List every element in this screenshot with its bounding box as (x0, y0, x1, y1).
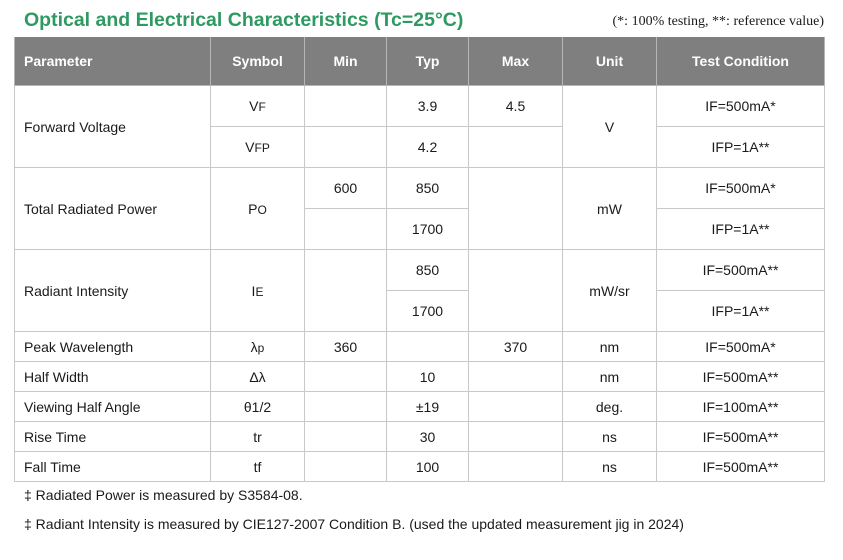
header-test-condition: Test Condition (657, 37, 825, 86)
table-row (15, 422, 825, 452)
table-row (15, 168, 825, 209)
peak-wavelength-typ (387, 332, 469, 362)
viewing-half-angle-typ: ±19 (387, 392, 469, 422)
radiant-intensity-unit: mW/sr (563, 250, 657, 332)
table-row (15, 250, 825, 291)
forward-voltage-unit: V (563, 86, 657, 168)
forward-voltage-min (305, 86, 387, 127)
symbol-main: V (245, 139, 255, 155)
rise-time-max (469, 422, 563, 452)
header-unit: Unit (563, 37, 657, 86)
half-width-max (469, 362, 563, 392)
rise-time-label: Rise Time (15, 422, 211, 452)
forward-voltage-typ-vfp: 4.2 (387, 127, 469, 168)
header-max: Max (469, 37, 563, 86)
total-radiated-power-typ: 850 (387, 168, 469, 209)
total-radiated-power-min-pulse (305, 209, 387, 250)
fall-time-label: Fall Time (15, 452, 211, 482)
half-width-condition: IF=500mA** (657, 362, 825, 392)
total-radiated-power-condition: IF=500mA* (657, 168, 825, 209)
total-radiated-power-label: Total Radiated Power (15, 168, 211, 250)
symbol-subscript: FP (254, 141, 270, 155)
peak-wavelength-unit: nm (563, 332, 657, 362)
table-row (15, 392, 825, 422)
radiant-intensity-condition-pulse: IFP=1A** (657, 291, 825, 332)
fall-time-min (305, 452, 387, 482)
title-row (24, 8, 824, 36)
half-width-label: Half Width (15, 362, 211, 392)
peak-wavelength-max: 370 (469, 332, 563, 362)
half-width-symbol: Δλ (211, 362, 305, 392)
rise-time-typ: 30 (387, 422, 469, 452)
header-min: Min (305, 37, 387, 86)
symbol-main: P (248, 200, 258, 217)
rise-time-condition: IF=500mA** (657, 422, 825, 452)
testing-legend-note: (*: 100% testing, **: reference value) (612, 14, 824, 29)
table-row (15, 86, 825, 127)
fall-time-max (469, 452, 563, 482)
forward-voltage-symbol-vf (211, 86, 305, 127)
peak-wavelength-condition: IF=500mA* (657, 332, 825, 362)
fall-time-condition: IF=500mA** (657, 452, 825, 482)
viewing-half-angle-symbol: θ1/2 (211, 392, 305, 422)
radiant-intensity-typ-pulse: 1700 (387, 291, 469, 332)
symbol-main: I (251, 282, 256, 299)
header-typ: Typ (387, 37, 469, 86)
total-radiated-power-typ-pulse: 1700 (387, 209, 469, 250)
peak-wavelength-symbol (211, 332, 305, 362)
peak-wavelength-label: Peak Wavelength (15, 332, 211, 362)
fall-time-symbol: tf (211, 452, 305, 482)
symbol-main: λ (250, 338, 258, 355)
radiant-intensity-min (305, 250, 387, 332)
rise-time-min (305, 422, 387, 452)
radiant-intensity-symbol (211, 250, 305, 332)
half-width-min (305, 362, 387, 392)
peak-wavelength-min: 360 (305, 332, 387, 362)
radiant-intensity-typ: 850 (387, 250, 469, 291)
table-row (15, 332, 825, 362)
forward-voltage-condition-vfp: IFP=1A** (657, 127, 825, 168)
total-radiated-power-symbol (211, 168, 305, 250)
viewing-half-angle-condition: IF=100mA** (657, 392, 825, 422)
total-radiated-power-unit: mW (563, 168, 657, 250)
rise-time-unit: ns (563, 422, 657, 452)
fall-time-typ: 100 (387, 452, 469, 482)
radiant-intensity-label: Radiant Intensity (15, 250, 211, 332)
radiant-intensity-max (469, 250, 563, 332)
table-row (15, 452, 825, 482)
forward-voltage-condition-vf: IF=500mA* (657, 86, 825, 127)
characteristics-table (14, 37, 825, 482)
header-symbol: Symbol (211, 37, 305, 86)
total-radiated-power-min: 600 (305, 168, 387, 209)
viewing-half-angle-label: Viewing Half Angle (15, 392, 211, 422)
forward-voltage-typ-vf: 3.9 (387, 86, 469, 127)
symbol-subscript: E (255, 284, 264, 299)
table-row (15, 362, 825, 392)
header-parameter: Parameter (15, 37, 211, 86)
fall-time-unit: ns (563, 452, 657, 482)
forward-voltage-max-vfp (469, 127, 563, 168)
footnote-radiated-power: ‡ Radiated Power is measured by S3584-08. (24, 487, 303, 503)
page-title: Optical and Electrical Characteristics (Tc=25°C) (24, 9, 464, 31)
footnote-radiant-intensity: ‡ Radiant Intensity is measured by CIE127-2007 Condition B. (used the updated measurement jig in 2024) (24, 516, 684, 532)
total-radiated-power-condition-pulse: IFP=1A** (657, 209, 825, 250)
forward-voltage-label: Forward Voltage (15, 86, 211, 168)
symbol-main: V (249, 98, 259, 114)
symbol-subscript: F (258, 100, 266, 114)
forward-voltage-max-vf: 4.5 (469, 86, 563, 127)
table-header-row (15, 37, 825, 86)
total-radiated-power-max (469, 168, 563, 250)
half-width-unit: nm (563, 362, 657, 392)
viewing-half-angle-unit: deg. (563, 392, 657, 422)
viewing-half-angle-min (305, 392, 387, 422)
radiant-intensity-condition: IF=500mA** (657, 250, 825, 291)
half-width-typ: 10 (387, 362, 469, 392)
forward-voltage-min-vfp (305, 127, 387, 168)
viewing-half-angle-max (469, 392, 563, 422)
rise-time-symbol: tr (211, 422, 305, 452)
forward-voltage-symbol-vfp (211, 127, 305, 168)
symbol-subscript: O (257, 202, 267, 217)
symbol-subscript: p (257, 340, 265, 355)
